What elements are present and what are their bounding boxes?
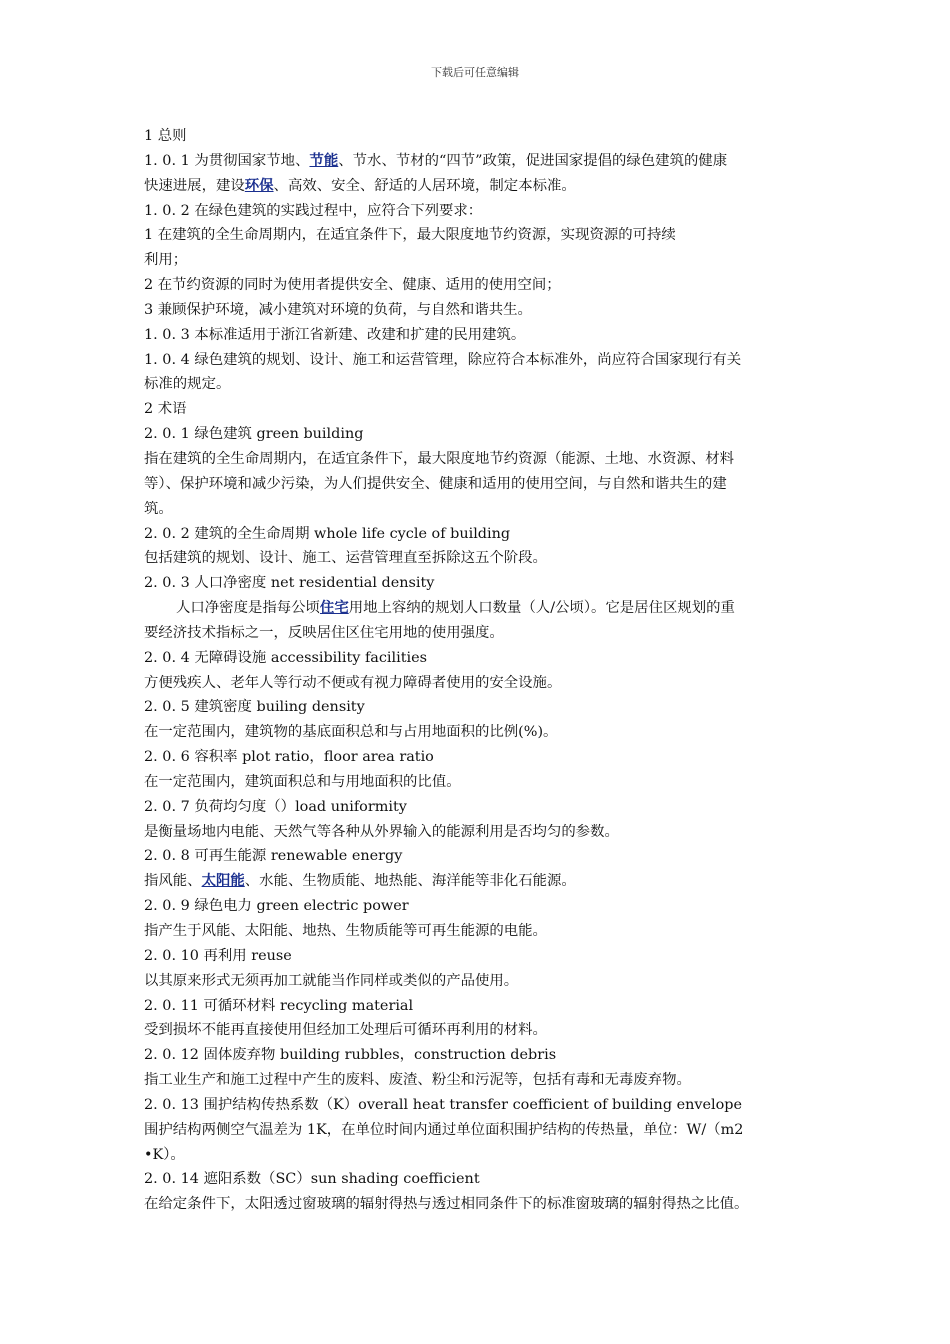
text-run: 1 在建筑的全生命周期内，在适宜条件下，最大限度地节约资源，实现资源的可持续 [144, 227, 676, 244]
text-line [144, 124, 814, 149]
text-line [144, 1093, 814, 1118]
text-line [144, 621, 814, 646]
text-line [144, 199, 814, 224]
text-run: 2 在节约资源的同时为使用者提供安全、健康、适用的使用空间； [144, 277, 561, 294]
text-run: 指在建筑的全生命周期内，在适宜条件下，最大限度地节约资源（能源、土地、水资源、材料 [144, 450, 735, 467]
text-run: 指风能、 [144, 873, 202, 890]
text-run: 1. 0. 4 绿色建筑的规划、设计、施工和运营管理，除应符合本标准外，尚应符合国家现行有关 [144, 351, 742, 368]
text-run: 标准的规定。 [144, 376, 231, 393]
text-line [144, 348, 814, 373]
text-run: 围护结构两侧空气温差为 1K，在单位时间内通过单位面积围护结构的传热量，单位：W/（m2 [144, 1121, 744, 1138]
text-run: 1 总则 [144, 128, 187, 144]
text-line [144, 422, 814, 447]
text-run: 1. 0. 3 本标准适用于浙江省新建、改建和扩建的民用建筑。 [144, 326, 526, 343]
text-run: 2. 0. 7 负荷均匀度（）load uniformity [144, 798, 407, 815]
text-line [144, 248, 814, 273]
text-line [144, 795, 814, 820]
text-line [144, 919, 814, 944]
keyword-link[interactable]: 节能 [309, 151, 339, 169]
keyword-link[interactable]: 住宅 [319, 599, 349, 617]
text-run: 指产生于风能、太阳能、地热、生物质能等可再生能源的电能。 [144, 923, 547, 939]
text-run: 用地上容纳的规划人口数量（人/公顷）。它是居住区规划的重 [348, 600, 735, 617]
text-run: 2. 0. 1 绿色建筑 green building [144, 426, 364, 443]
text-run: 1. 0. 2 在绿色建筑的实践过程中，应符合下列要求： [144, 202, 483, 219]
text-run: 2. 0. 13 围护结构传热系数（K）overall heat transfer coefficient of building envelope [144, 1096, 743, 1113]
text-line [144, 472, 814, 497]
text-run: 是衡量场地内电能、天然气等各种从外界输入的能源利用是否均匀的参数。 [144, 823, 619, 840]
text-line [144, 546, 814, 571]
text-run: 、高效、安全、舒适的人居环境，制定本标准。 [273, 177, 576, 194]
text-run: 在一定范围内，建筑物的基底面积总和与占用地面积的比例(%)。 [144, 724, 558, 741]
text-line [144, 820, 814, 845]
text-line [144, 174, 814, 199]
text-line [144, 869, 814, 894]
keyword-link[interactable]: 环保 [244, 176, 274, 194]
text-run: 2. 0. 14 遮阳系数（SC）sun shading coefficient [144, 1171, 480, 1188]
text-line [144, 969, 814, 994]
text-line [144, 1192, 814, 1217]
text-line [144, 1068, 814, 1093]
text-line [144, 720, 814, 745]
text-run: 2. 0. 4 无障碍设施 accessibility facilities [144, 649, 428, 666]
text-line [144, 894, 814, 919]
document-body [144, 124, 814, 1217]
text-line [144, 596, 814, 621]
text-run: 2. 0. 10 再利用 reuse [144, 947, 292, 964]
text-run: 包括建筑的规划、设计、施工、运营管理直至拆除这五个阶段。 [144, 550, 547, 567]
text-line [144, 571, 814, 596]
text-line [144, 1118, 814, 1143]
text-line [144, 223, 814, 248]
text-run: 2 术语 [144, 401, 187, 418]
text-run: 在给定条件下，太阳透过窗玻璃的辐射得热与透过相同条件下的标准窗玻璃的辐射得热之比值。 [144, 1196, 749, 1213]
text-run: 快速进展，建设 [144, 177, 245, 194]
text-line [144, 447, 814, 472]
text-run: 要经济技术指标之一，反映居住区住宅用地的使用强度。 [144, 624, 504, 641]
text-line [144, 745, 814, 770]
text-line [144, 1143, 814, 1168]
text-line [144, 944, 814, 969]
text-run: 2. 0. 11 可循环材料 recycling material [144, 997, 414, 1014]
text-line [144, 298, 814, 323]
text-line [144, 497, 814, 522]
text-run: 人口净密度是指每公顷 [176, 600, 320, 617]
text-line [144, 323, 814, 348]
text-run: 筑。 [144, 500, 173, 517]
text-line [144, 149, 814, 174]
text-line [144, 1018, 814, 1043]
text-line [144, 695, 814, 720]
text-run: 指工业生产和施工过程中产生的废料、废渣、粉尘和污泥等，包括有毒和无毒废弃物。 [144, 1072, 691, 1089]
text-run: 等）、保护环境和减少污染，为人们提供安全、健康和适用的使用空间，与自然和谐共生的建 [144, 475, 727, 492]
text-run: 利用； [144, 252, 188, 269]
text-run: •K）。 [144, 1146, 185, 1163]
text-run: 2. 0. 3 人口净密度 net residential density [144, 575, 435, 592]
text-line [144, 770, 814, 795]
text-run: 2. 0. 6 容积率 plot ratio，floor area ratio [144, 749, 434, 766]
text-line [144, 1043, 814, 1068]
text-line [144, 994, 814, 1019]
text-line [144, 397, 814, 422]
text-run: 2. 0. 8 可再生能源 renewable energy [144, 848, 403, 865]
text-run: 、节水、节材的“四节”政策，促进国家提倡的绿色建筑的健康 [338, 152, 728, 169]
text-line [144, 646, 814, 671]
text-line [144, 1167, 814, 1192]
text-run: 2. 0. 5 建筑密度 builing density [144, 699, 365, 716]
text-line [144, 372, 814, 397]
text-run: 在一定范围内，建筑面积总和与用地面积的比值。 [144, 773, 461, 790]
text-run: 1. 0. 1 为贯彻国家节地、 [144, 152, 310, 169]
text-line [144, 844, 814, 869]
text-run: 2. 0. 12 固体废弃物 building rubbles，construction debris [144, 1047, 557, 1064]
page-header: 下载后可任意编辑 [431, 66, 519, 79]
text-line [144, 522, 814, 547]
keyword-link[interactable]: 太阳能 [201, 872, 245, 890]
text-run: 2. 0. 9 绿色电力 green electric power [144, 898, 409, 915]
text-run: 方便残疾人、老年人等行动不便或有视力障碍者使用的安全设施。 [144, 674, 562, 691]
text-run: 、水能、生物质能、地热能、海洋能等非化石能源。 [244, 873, 576, 890]
text-run: 以其原来形式无须再加工就能当作同样或类似的产品使用。 [144, 972, 519, 989]
text-line [144, 671, 814, 696]
text-run: 受到损坏不能再直接使用但经加工处理后可循环再利用的材料。 [144, 1022, 547, 1039]
text-line [144, 273, 814, 298]
text-run: 2. 0. 2 建筑的全生命周期 whole life cycle of building [144, 525, 511, 542]
text-run: 3 兼顾保护环境，减小建筑对环境的负荷，与自然和谐共生。 [144, 301, 532, 318]
